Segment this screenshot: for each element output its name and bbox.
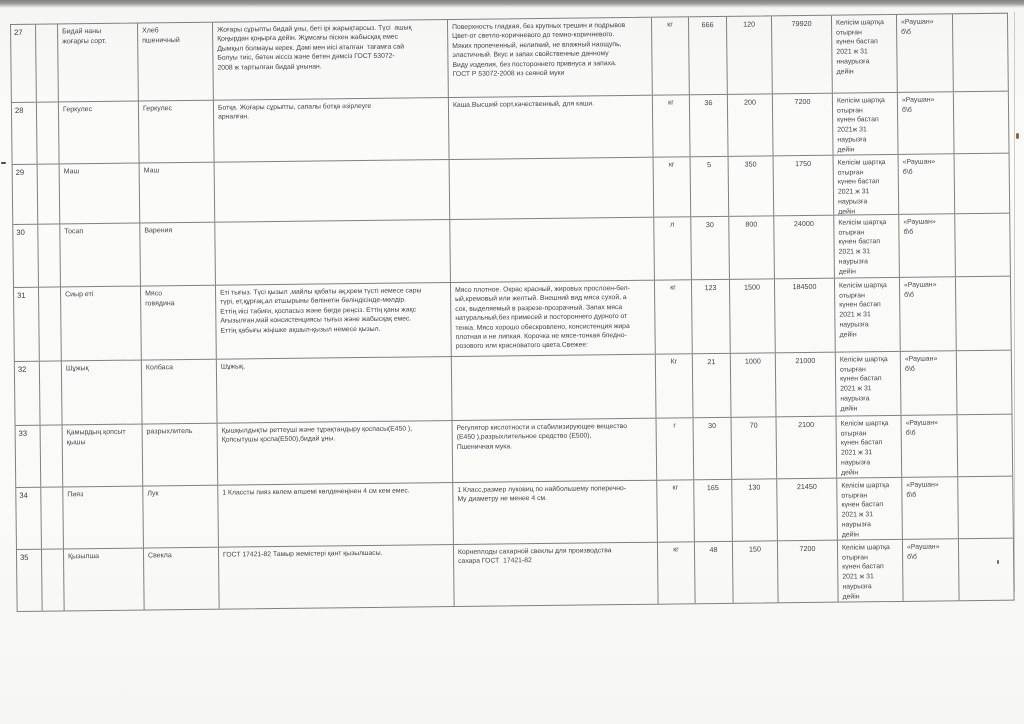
- price-cell: 350: [729, 156, 775, 216]
- blank-cell: [41, 425, 64, 486]
- delivery-place-cell: «Раушан» б\б: [902, 415, 959, 477]
- item-name-ru: разрыхлитель: [143, 424, 219, 486]
- table-row: [16, 415, 1013, 488]
- blank-cell: [42, 549, 65, 610]
- delivery-terms-cell: Келісім шартқа отырған күнен бастап 2021 ж 31 наурызға дейін: [834, 155, 900, 215]
- total-cell: 79920: [772, 16, 833, 94]
- unit-cell: Кг: [656, 354, 694, 417]
- quantity-cell: 48: [695, 542, 734, 603]
- row-number: 34: [16, 488, 42, 549]
- total-cell: 24000: [774, 216, 835, 279]
- blank-cell: [956, 277, 1011, 351]
- quantity-cell: 165: [694, 480, 733, 541]
- blank-cell: [38, 164, 61, 223]
- item-name-ru: Геркулес: [139, 101, 215, 163]
- delivery-terms-cell: Келісім шартқа отырған күнен бастап 2021 ж 31 наурызға дейін: [834, 215, 900, 278]
- row-number: 33: [16, 426, 42, 487]
- scan-artifact: [1, 162, 6, 164]
- item-desc-ru: Каша.Высший сорт,качественный, для каши.: [449, 96, 654, 159]
- price-cell: 150: [733, 541, 779, 603]
- item-name-ru: Мясо говядина: [141, 286, 217, 360]
- row-number: 32: [15, 362, 41, 425]
- item-desc-ru: Корнеплоды сахарной свеклы для производства сахара ГОСТ 17421-82: [454, 543, 659, 606]
- unit-cell: л: [654, 217, 692, 279]
- unit-cell: г: [657, 418, 695, 479]
- item-name-kk: Сиыр еті: [61, 287, 142, 361]
- delivery-terms-cell: Келісім шартқа отырған күнен бастап 2021 ж 31 ннаурызға дейін: [832, 15, 898, 93]
- row-number: 29: [13, 165, 39, 224]
- paper-edge-line: [1014, 12, 1015, 592]
- quantity-cell: 666: [689, 17, 728, 94]
- item-desc-kk: Жоғары сұрыпты бидай ұны, беті ірі жарықтарсыз. Түсі ашық Қоңырдан қоңырға дейін. Жұмсағы піскен жабысқақ емес Дымқыл болмауы керек. Дәмі мен иісі аталған тағамға сай Болуы тиіс, бөтен иіссіз және бөтен дәмсіз ГОСТ 53072- 2008 ж тартылған бидай ұнынан.: [213, 20, 449, 100]
- item-name-kk: Маш: [60, 164, 141, 224]
- quantity-cell: 30: [691, 217, 730, 279]
- total-cell: 7200: [773, 94, 834, 156]
- delivery-place-cell: «Раушан» б\б: [901, 351, 958, 415]
- delivery-terms-cell: Келісім шартқа отырған күнен бастап 2021 ж 31 наурызға дейін: [837, 478, 903, 540]
- delivery-terms-cell: Келісім шартқа отырған күнен бастап 2021 ж 31 наурызға дейін: [835, 278, 901, 352]
- price-cell: 120: [727, 16, 773, 94]
- delivery-place-cell: «Раушан» б\б: [903, 539, 960, 601]
- delivery-place-cell: «Раушан» б\б: [899, 154, 956, 214]
- item-name-ru: Хлеб пшеничный: [138, 23, 214, 101]
- unit-cell: кг: [652, 17, 690, 94]
- total-cell: 21000: [776, 353, 837, 417]
- item-name-kk: Тосап: [60, 224, 141, 287]
- quantity-cell: 123: [692, 280, 731, 353]
- item-desc-kk: Шұжық,: [217, 357, 453, 423]
- item-desc-ru: Поверхность гладкая, без крупных трешин и подрывов Цвет-от светло-коричневого до темно-коричневого. Мяких пропеченный, нелипкий, не влажный наощупь, эластичный. Вкус и запах свойственные данному Виду изделия, без постороннего привнуса и запаха. ГОСТ Р 53072-2008 из сеяной муки: [448, 18, 653, 97]
- delivery-place-cell: «Раушан» б\б: [900, 277, 957, 351]
- table-row: [11, 14, 1008, 103]
- item-name-ru: Свекла: [144, 548, 220, 610]
- delivery-place-cell: «Раушан» б\б: [898, 92, 955, 154]
- blank-cell: [954, 92, 1009, 154]
- item-desc-kk: [215, 160, 451, 222]
- delivery-place-cell: «Раушан» б\б: [899, 214, 956, 277]
- blank-cell: [955, 214, 1010, 277]
- blank-cell: [40, 361, 63, 424]
- quantity-cell: 5: [691, 157, 730, 216]
- row-number: 31: [14, 288, 40, 361]
- item-desc-ru: Регулятор кислотности и стабилизирующее вещество (Е450 ),разрыхлительное средство (Е500), Пшеничная мука.: [453, 419, 658, 482]
- scan-artifact: [1016, 133, 1019, 139]
- delivery-terms-cell: Келісім шартқа отырған күнен бастап 2021 ж 31 наурызға дейін: [837, 416, 903, 478]
- procurement-table: [10, 13, 1015, 612]
- item-name-kk: Геркулес: [59, 102, 140, 164]
- price-cell: 1000: [731, 353, 777, 417]
- item-desc-ru: [450, 158, 655, 219]
- blank-cell: [957, 351, 1012, 415]
- total-cell: 21450: [777, 479, 838, 541]
- table-row: [17, 539, 1014, 611]
- item-name-kk: Қызылша: [64, 549, 145, 611]
- delivery-terms-cell: Келісім шартқа отырған күнен бастап 2021ж 31 наурызға дейін: [833, 93, 899, 155]
- table-row: [13, 214, 1010, 288]
- item-desc-kk: Қышқылдықты реттеуші және тұрақтандыру қоспасы(Е450 ), Қопсытушы қоспа(Е500),бидай ұны.: [218, 421, 454, 485]
- row-number: 35: [17, 550, 43, 611]
- blank-cell: [959, 539, 1014, 601]
- item-name-kk: Бидай наны жоғарғы сорт.: [58, 24, 139, 102]
- quantity-cell: 30: [694, 418, 733, 479]
- delivery-terms-cell: Келісім шартқа отырған күнен бастап 2021 ж 31 наурызға дейін: [836, 352, 902, 416]
- blank-cell: [955, 154, 1010, 214]
- blank-cell: [41, 487, 64, 548]
- delivery-place-cell: «Раушан» б\б: [902, 477, 959, 539]
- table-row: [14, 277, 1011, 362]
- item-desc-kk: Ботқа. Жоғары сұрыпты, сапалы ботқа әзірлеуге арналған.: [214, 98, 450, 162]
- blank-cell: [37, 102, 60, 163]
- table-row: [12, 92, 1009, 165]
- blank-cell: [36, 24, 59, 101]
- scanner-edge-band: [0, 0, 1024, 8]
- item-desc-ru: 1 Класс,размер луковиц по найбольшему поперечно- Му диаметру не менее 4 см.: [453, 481, 658, 544]
- row-number: 28: [12, 103, 38, 164]
- total-cell: 2100: [777, 417, 838, 479]
- item-desc-kk: Еті тығыз. Түсі қызыл ,майлы қабаты ақ,крем түсті немесе сары түрі, ет,құрғақ,ал етшырыны бөлінетін бөліндісінде-мөлдір. Еттің иісі табиғи, қоспасыз және бөгде реңсіз. Еттің қаны жақс Ағызылған,май консистенциясы тығыз және жабысқақ емес. Еттің қабығы жіңішке ақшыл-қызыл немесе қызыл.: [216, 283, 452, 359]
- item-name-ru: Маш: [140, 163, 216, 223]
- row-number: 30: [13, 225, 39, 287]
- total-cell: 184500: [775, 279, 836, 353]
- blank-cell: [38, 224, 61, 286]
- delivery-terms-cell: Келісім шартқа отырған күнен бастап 2021 ж 31 наурызға дейін: [838, 540, 904, 602]
- unit-cell: кг: [653, 95, 691, 156]
- item-desc-kk: [215, 220, 451, 285]
- unit-cell: кг: [655, 280, 693, 353]
- total-cell: 7200: [778, 541, 839, 603]
- table-row: [16, 477, 1013, 550]
- total-cell: 1750: [774, 156, 835, 216]
- quantity-cell: 36: [690, 95, 729, 156]
- item-name-kk: Пияз: [63, 487, 144, 549]
- item-desc-ru: [452, 355, 657, 420]
- item-name-ru: Варения: [140, 223, 216, 286]
- item-desc-ru: [450, 218, 655, 282]
- item-desc-kk: 1 Классты пияз көлем өлшемі көлденеңінен 4 см кем емес.: [218, 483, 454, 547]
- blank-cell: [958, 477, 1013, 539]
- item-name-ru: Лук: [143, 486, 219, 548]
- item-desc-ru: Мясо плотное. Окрас красный, жировых прослоен-бел- ый,кремовый или желтый. Внешний вид мяса сухой, а сок, выделяемый в разрезе-прозрачный. Запах мяса натуральный,без примесей и постороннего дурного от тенка. Мясо хорошо обескровлено, консистенция жира плотная и не липкая. Корочка не мясе-тонкая бледно- розового или красноватого цвета.Свежее:: [451, 281, 656, 356]
- row-number: 27: [11, 25, 37, 102]
- price-cell: 200: [728, 94, 774, 156]
- item-name-kk: Қамырдың қопсыт қышы: [63, 425, 144, 487]
- unit-cell: кг: [658, 542, 696, 603]
- price-cell: 130: [732, 479, 778, 541]
- quantity-cell: 21: [693, 354, 732, 417]
- delivery-place-cell: «Раушан» б\б: [897, 14, 954, 92]
- item-desc-kk: ГОСТ 17421-82 Тамыр жемістері қант қызылшасы.: [219, 545, 455, 609]
- table-row: [13, 154, 1010, 225]
- unit-cell: кг: [657, 480, 695, 541]
- blank-cell: [957, 415, 1012, 477]
- table-row: [15, 351, 1012, 426]
- unit-cell: кг: [654, 157, 692, 216]
- blank-cell: [953, 14, 1008, 92]
- blank-cell: [39, 287, 62, 360]
- price-cell: 70: [732, 417, 778, 479]
- item-name-ru: Колбаса: [142, 360, 218, 424]
- price-cell: 1500: [730, 279, 776, 353]
- price-cell: 800: [729, 216, 775, 279]
- item-name-kk: Шұжық: [62, 361, 143, 425]
